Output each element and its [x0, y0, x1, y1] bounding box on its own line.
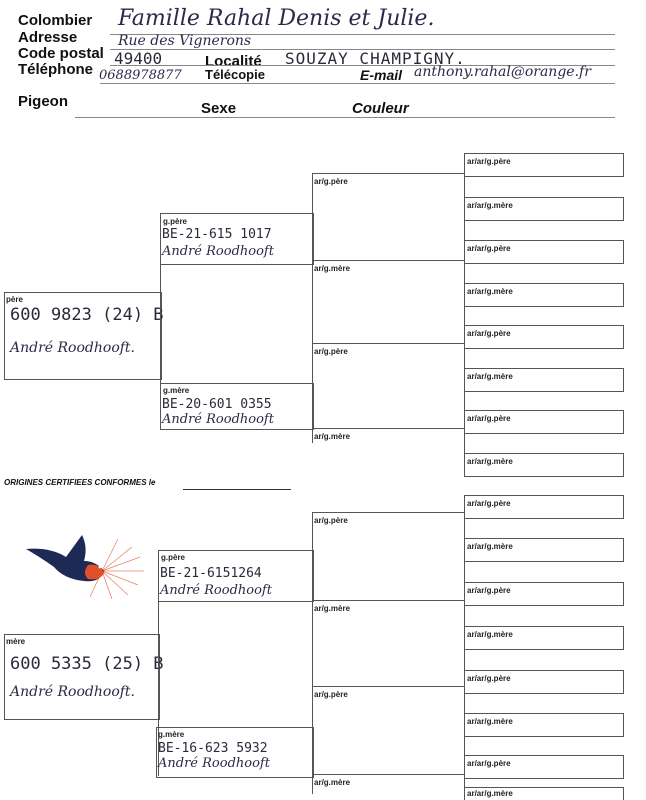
code-postal-value: 49400	[114, 49, 163, 68]
sire-gpere-owner: André Roodhooft	[162, 244, 274, 259]
telephone-line	[100, 83, 615, 84]
dam-gmere-label: g.mère	[158, 730, 185, 739]
bird-logo	[20, 527, 148, 603]
sire-arar2-label: ar/ar/g.mère	[467, 201, 513, 210]
sire-ar3-line	[312, 343, 464, 344]
sire-ar-connector	[312, 173, 313, 443]
pigeon-label: Pigeon	[18, 93, 69, 110]
dam-ar1-line	[312, 512, 464, 513]
dam-arar1-label: ar/ar/g.père	[467, 499, 511, 508]
dam-arar6-label: ar/ar/g.mère	[467, 717, 513, 726]
dam-ar2-label: ar/g.mère	[314, 604, 351, 613]
sire-gmere-owner: André Roodhooft	[162, 412, 274, 427]
dam-ar3-label: ar/g.père	[314, 690, 348, 699]
sire-ar1-label: ar/g.père	[314, 177, 348, 186]
sire-arar6-label: ar/ar/g.mère	[467, 372, 513, 381]
sire-arar5-label: ar/ar/g.père	[467, 329, 511, 338]
sire-arar4-label: ar/ar/g.mère	[467, 287, 513, 296]
localite-value: SOUZAY CHAMPIGNY.	[285, 49, 466, 68]
sire-ar4-line	[312, 428, 464, 429]
certification-line	[183, 489, 291, 490]
dam-arar7-label: ar/ar/g.père	[467, 759, 511, 768]
dam-arar3-label: ar/ar/g.père	[467, 586, 511, 595]
dam-arar4-label: ar/ar/g.mère	[467, 630, 513, 639]
sire-arar8-label: ar/ar/g.mère	[467, 457, 513, 466]
telecopie-label: Télécopie	[205, 67, 265, 82]
dam-ar4-label: ar/g.mère	[314, 778, 351, 787]
sire-ar3-label: ar/g.père	[314, 347, 348, 356]
sire-ar1-line	[312, 173, 464, 174]
sire-gmere-ring: BE-20-601 0355	[162, 397, 272, 412]
dam-ring: 600 5335 (25) B	[10, 654, 164, 674]
dam-arar5-label: ar/ar/g.père	[467, 674, 511, 683]
sire-ar4-label: ar/g.mère	[314, 432, 351, 441]
email-value: anthony.rahal@orange.fr	[414, 64, 591, 80]
sire-gmere-label: g.mère	[163, 386, 190, 395]
sire-ring: 600 9823 (24) B	[10, 305, 164, 325]
dam-ar1-label: ar/g.père	[314, 516, 348, 525]
dam-ar-connector	[312, 512, 313, 794]
email-label: E-mail	[360, 67, 403, 83]
dam-gpere-owner: André Roodhooft	[160, 583, 272, 598]
dam-arar8-label: ar/ar/g.mère	[467, 789, 513, 798]
dam-ar2-line	[312, 600, 464, 601]
adresse-value: Rue des Vignerons	[118, 33, 252, 49]
dam-gpere-label: g.père	[161, 553, 186, 562]
colombier-label: Colombier	[18, 12, 93, 29]
sexe-label: Sexe	[201, 100, 237, 117]
dam-box	[4, 634, 160, 720]
dam-ar4-line	[312, 774, 464, 775]
dam-gpere-ring: BE-21-6151264	[160, 566, 262, 581]
sire-gpere-ring: BE-21-615 1017	[162, 227, 272, 242]
dam-owner: André Roodhooft.	[10, 684, 136, 700]
sire-arar1-label: ar/ar/g.père	[467, 157, 511, 166]
sire-gpere-label: g.père	[163, 217, 188, 226]
dam-label: mère	[6, 637, 26, 646]
telephone-label: Téléphone	[18, 61, 94, 78]
adresse-label: Adresse	[18, 29, 78, 46]
sire-label: père	[6, 295, 23, 304]
dam-gmere-owner: André Roodhooft	[158, 756, 270, 771]
colombier-value: Famille Rahal Denis et Julie.	[118, 6, 435, 31]
dam-ar3-line	[312, 686, 464, 687]
telephone-value: 0688978877	[99, 68, 182, 83]
sire-owner: André Roodhooft.	[10, 340, 136, 356]
dam-arar2-label: ar/ar/g.mère	[467, 542, 513, 551]
dam-gmere-ring: BE-16-623 5932	[158, 741, 268, 756]
certification-text: ORIGINES CERTIFIEES CONFORMES le	[4, 478, 156, 487]
sire-arar7-label: ar/ar/g.père	[467, 414, 511, 423]
localite-label: Localité	[205, 53, 262, 70]
couleur-label: Couleur	[352, 100, 409, 117]
code-postal-label: Code postal	[18, 45, 104, 62]
sire-ar2-label: ar/g.mère	[314, 264, 351, 273]
sire-ar2-line	[312, 260, 464, 261]
sire-arar3-label: ar/ar/g.père	[467, 244, 511, 253]
pigeon-line	[75, 117, 615, 118]
